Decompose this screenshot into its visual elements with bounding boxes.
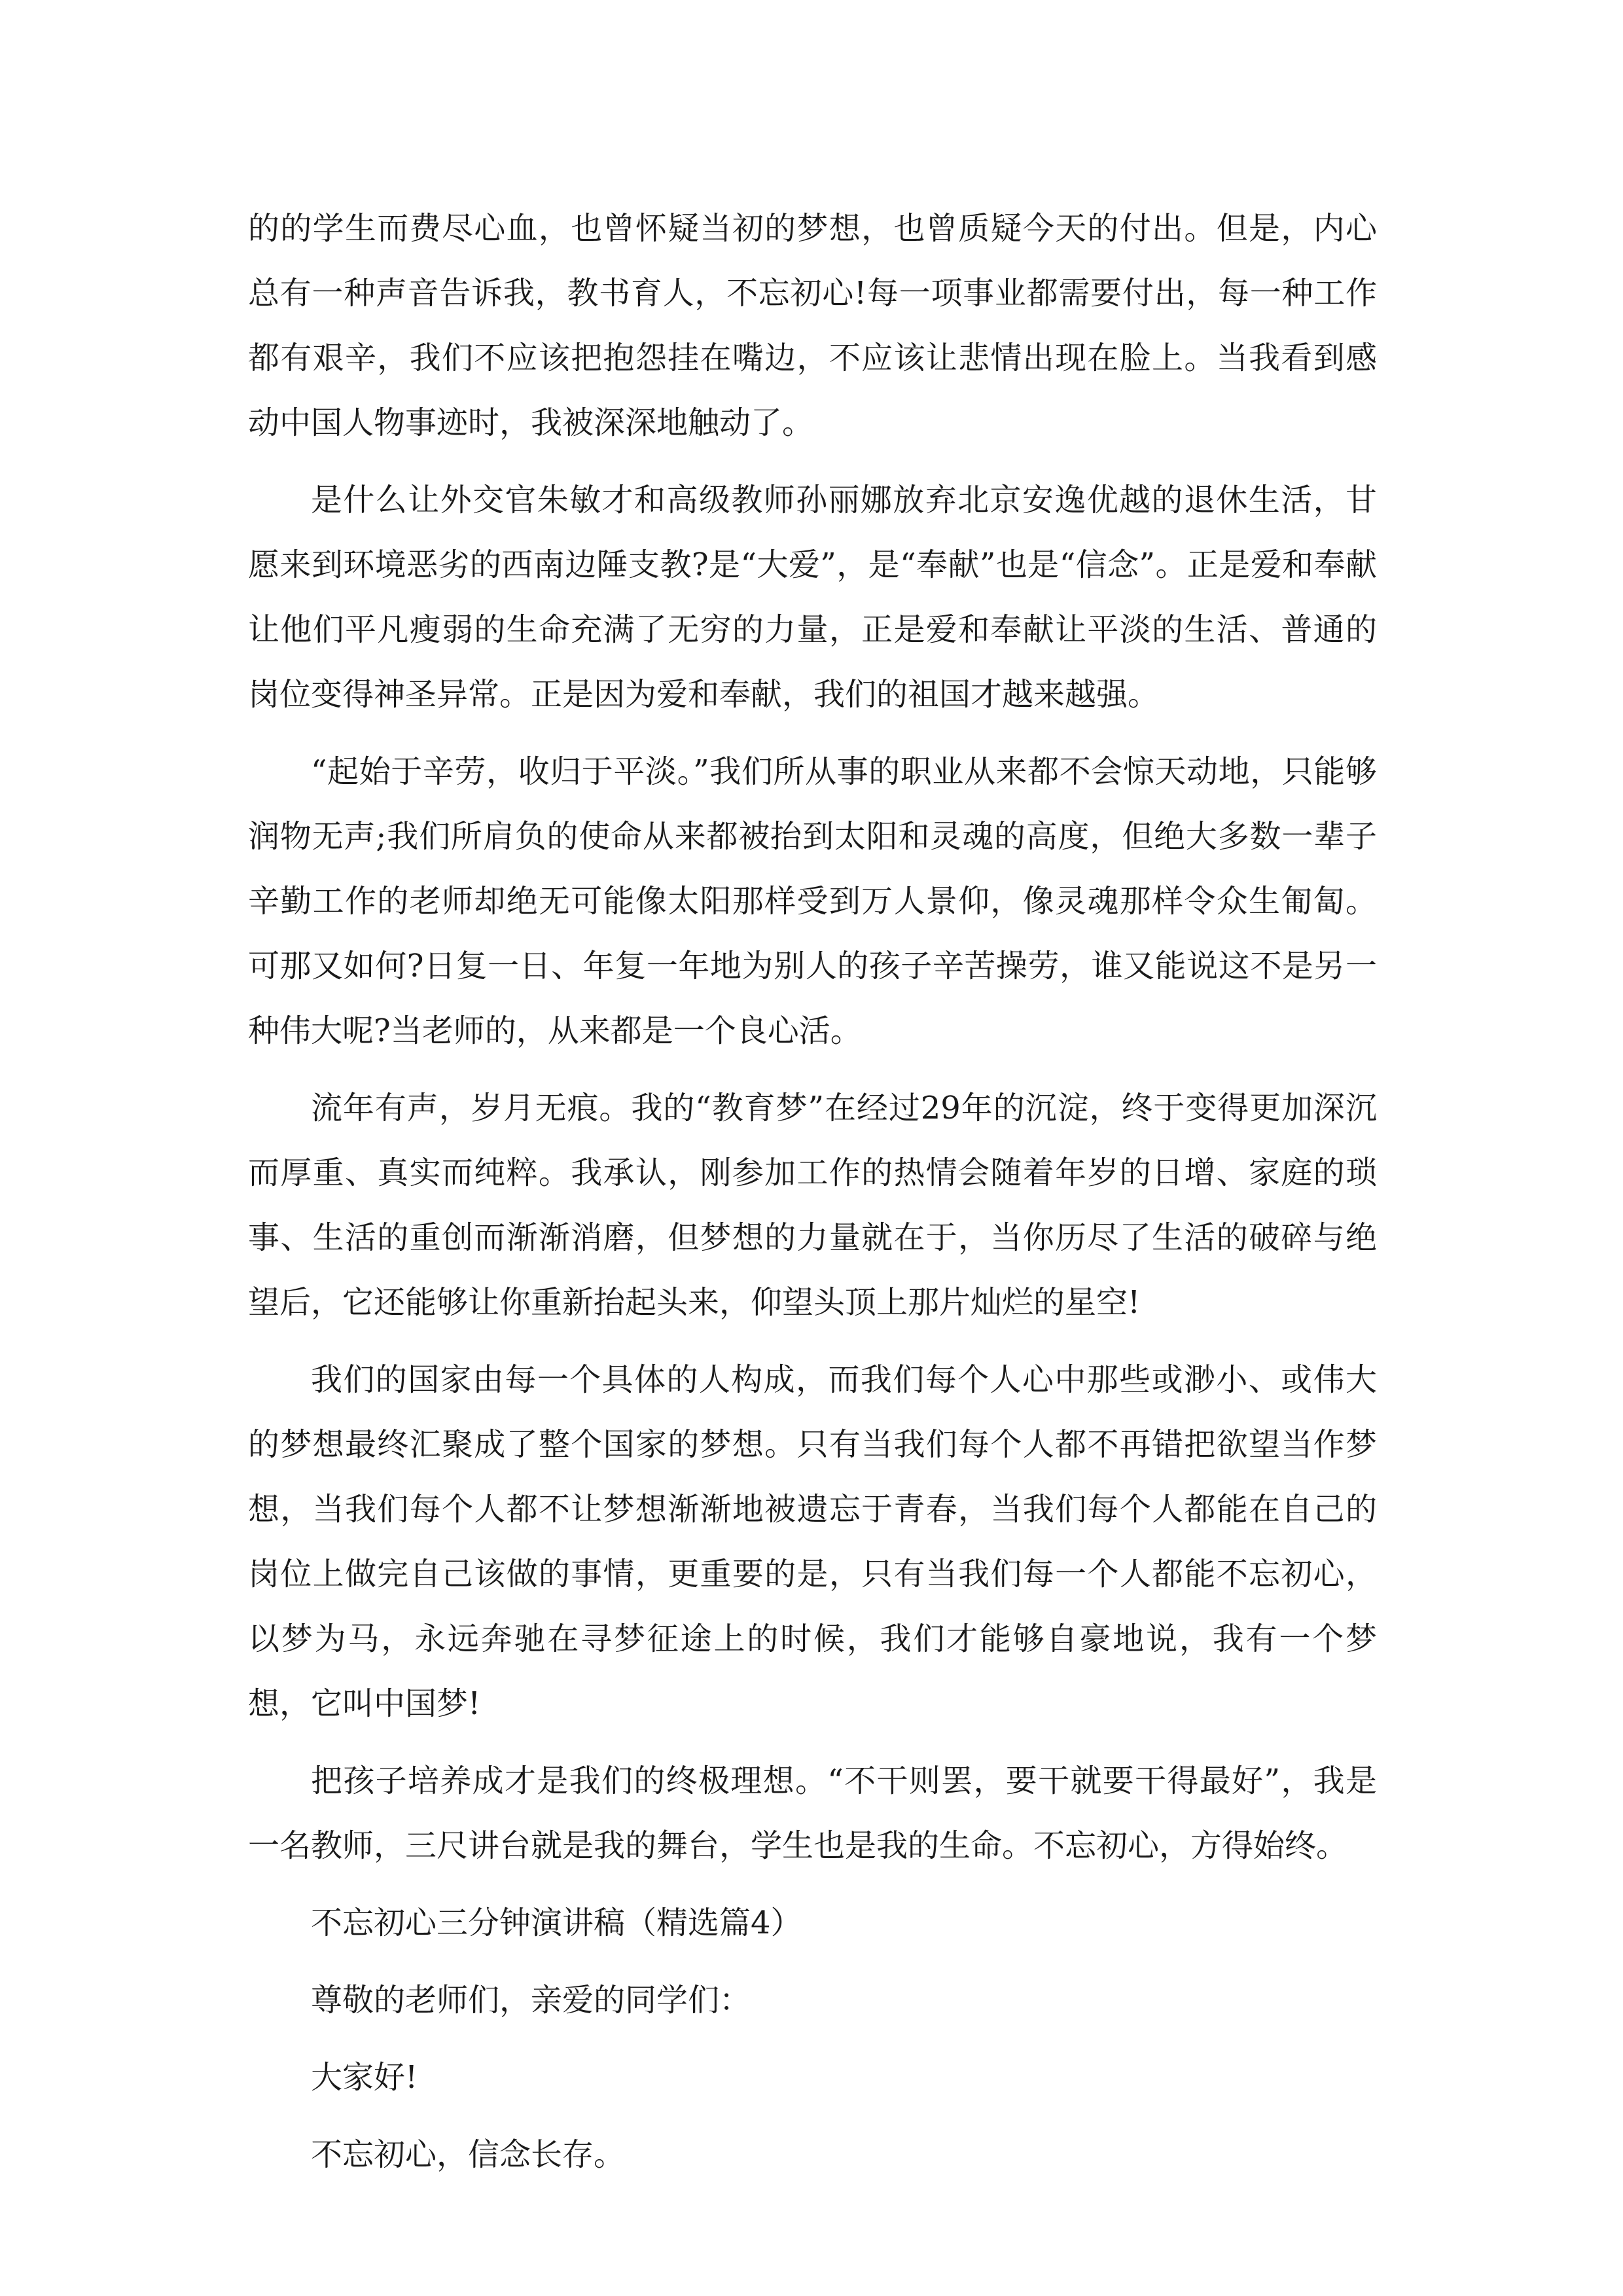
paragraph: 我们的国家由每一个具体的人构成，而我们每个人心中那些或渺小、或伟大的梦想最终汇聚成了整个国家的梦想。只有当我们每个人都不再错把欲望当作梦想，当我们每个人都不让梦想渐渐地被遗忘于青春，当我们每个人都能在自己的岗位上做完自己该做的事情，更重要的是，只有当我们每一个人都能不忘初心，以梦为马，永远奔驰在寻梦征途上的时候，我们才能够自豪地说，我有一个梦想，它叫中国梦! xyxy=(248,1361,1377,1722)
salutation: 尊敬的老师们，亲爱的同学们： xyxy=(311,1982,751,2018)
greeting: 大家好! xyxy=(311,2059,418,2096)
paragraph: 把孩子培养成才是我们的终极理想。“不干则罢，要干就要干得最好”，我是一名教师，三尺讲台就是我的舞台，学生也是我的生命。不忘初心，方得始终。 xyxy=(248,1763,1377,1864)
paragraph: 流年有声，岁月无痕。我的“教育梦”在经过29年的沉淀，终于变得更加深沉而厚重、真实而纯粹。我承认，刚参加工作的热情会随着年岁的日增、家庭的琐事、生活的重创而渐渐消磨，但梦想的力量就在于，当你历尽了生活的破碎与绝望后，它还能够让你重新抬起头来，仰望头顶上那片灿烂的星空! xyxy=(248,1090,1377,1321)
opening-line: 不忘初心，信念长存。 xyxy=(311,2136,626,2173)
paragraph: “起始于辛劳，收归于平淡。”我们所从事的职业从来都不会惊天动地，只能够润物无声;我们所肩负的使命从来都被抬到太阳和灵魂的高度，但绝大多数一辈子辛勤工作的老师却绝无可能像太阳那样受到万人景仰，像灵魂那样令众生匍匐。可那又如何?日复一日、年复一年地为别人的孩子辛苦操劳，谁又能说这不是另一种伟大呢?当老师的，从来都是一个良心活。 xyxy=(248,753,1377,1049)
document-body xyxy=(248,196,1377,2200)
section-title: 不忘初心三分钟演讲稿（精选篇4） xyxy=(311,1905,802,1941)
paragraph-continued: 的的学生而费尽心血，也曾怀疑当初的梦想，也曾质疑今天的付出。但是，内心总有一种声音告诉我，教书育人，不忘初心!每一项事业都需要付出，每一种工作都有艰辛，我们不应该把抱怨挂在嘴边，不应该让悲情出现在脸上。当我看到感动中国人物事迹时，我被深深地触动了。 xyxy=(248,210,1377,441)
paragraph: 是什么让外交官朱敏才和高级教师孙丽娜放弃北京安逸优越的退休生活，甘愿来到环境恶劣的西南边陲支教?是“大爱”，是“奉献”也是“信念”。正是爱和奉献让他们平凡瘦弱的生命充满了无穷的力量，正是爱和奉献让平淡的生活、普通的岗位变得神圣异常。正是因为爱和奉献，我们的祖国才越来越强。 xyxy=(248,482,1377,713)
